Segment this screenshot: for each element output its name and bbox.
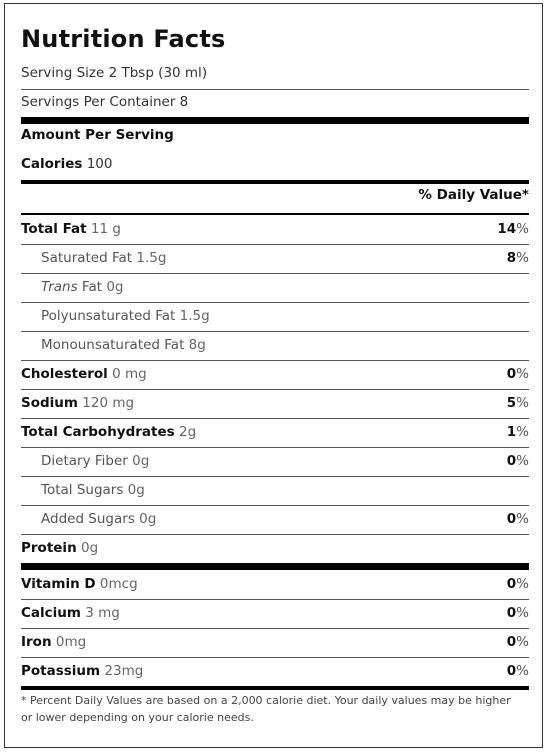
nutrient-row-total-fat: [21, 215, 529, 244]
nutrient-name: Total Sugars: [41, 482, 124, 498]
nutrient-pct: 0: [506, 453, 517, 469]
nutrient-row-dietary-fiber: [21, 447, 529, 476]
vitamin-qty: 0mg: [55, 634, 87, 650]
nutrient-name: Protein: [21, 540, 77, 556]
pct-symbol: %: [516, 605, 529, 621]
pct-symbol: %: [516, 576, 529, 592]
vitamin-name: Calcium: [21, 605, 81, 621]
nutrient-qty: 0g: [139, 511, 157, 527]
pct-symbol: %: [516, 511, 529, 527]
pct-symbol: %: [516, 453, 529, 469]
vitamin-name: Vitamin D: [21, 576, 96, 592]
vitamin-name: Iron: [21, 634, 52, 650]
nutrient-name: Dietary Fiber: [41, 453, 128, 469]
thick-divider: [21, 563, 529, 570]
nutrient-name-italic: Trans: [41, 279, 78, 295]
calories-row: [21, 156, 112, 172]
nutrient-pct: 0: [506, 511, 517, 527]
nutrient-qty: 11 g: [90, 221, 121, 237]
daily-value-header: % Daily Value*: [418, 187, 529, 203]
vitamin-row-calcium: [21, 599, 529, 628]
nutrient-row-total-carbohydrates: [21, 418, 529, 447]
vitamin-qty: 0mcg: [99, 576, 138, 592]
nutrient-qty: 0g: [132, 453, 150, 469]
thick-divider: [21, 117, 529, 124]
nutrient-pct: 8: [506, 250, 517, 266]
vitamin-qty: 23mg: [104, 663, 144, 679]
vitamin-pct: 0: [506, 605, 517, 621]
nutrient-row-added-sugars: [21, 505, 529, 534]
calories-value: 100: [86, 156, 113, 172]
nutrient-name: Total Carbohydrates: [21, 424, 175, 440]
nutrient-qty: 0g: [106, 279, 124, 295]
nutrient-qty: 2g: [178, 424, 197, 440]
nutrient-pct: 1: [506, 424, 517, 440]
nutrient-row-protein: [21, 534, 529, 563]
vitamin-row-vitamin-d: [21, 570, 529, 599]
pct-symbol: %: [516, 663, 529, 679]
nutrient-name: Cholesterol: [21, 366, 108, 382]
nutrient-name: Fat: [81, 279, 103, 295]
pct-symbol: %: [516, 221, 529, 237]
vitamin-row-iron: [21, 628, 529, 657]
vitamin-pct: 0: [506, 634, 517, 650]
serving-size: Serving Size 2 Tbsp (30 ml): [21, 65, 208, 81]
nutrient-pct: 5: [506, 395, 517, 411]
nutrition-facts-label: [4, 3, 543, 748]
pct-symbol: %: [516, 424, 529, 440]
nutrient-name: Monounsaturated Fat: [41, 337, 185, 353]
vitamin-row-potassium: [21, 657, 529, 686]
nutrient-row-cholesterol: [21, 360, 529, 389]
vitamin-pct: 0: [506, 663, 517, 679]
nutrient-qty: 0 mg: [112, 366, 147, 382]
footnote: * Percent Daily Values are based on a 2,000 calorie diet. Your daily values may be higher or lower depending on your calorie needs.: [21, 694, 511, 724]
pct-symbol: %: [516, 250, 529, 266]
servings-per-container: Servings Per Container 8: [21, 94, 189, 110]
nutrient-qty: 8g: [188, 337, 206, 353]
nutrient-qty: 120 mg: [82, 395, 135, 411]
pct-symbol: %: [516, 395, 529, 411]
nutrient-row-monounsaturated-fat: [21, 331, 529, 360]
vitamin-qty: 3 mg: [85, 605, 120, 621]
nutrient-name: Added Sugars: [41, 511, 135, 527]
nutrient-row-polyunsaturated-fat: [21, 302, 529, 331]
vitamin-name: Potassium: [21, 663, 101, 679]
nutrient-pct: 14: [497, 221, 517, 237]
footer-divider: [21, 686, 529, 690]
nutrient-row-trans-fat: [21, 273, 529, 302]
pct-symbol: %: [516, 634, 529, 650]
pct-symbol: %: [516, 366, 529, 382]
nutrient-qty: 0g: [127, 482, 145, 498]
nutrient-row-total-sugars: [21, 476, 529, 505]
nutrient-qty: 1.5g: [136, 250, 167, 266]
nutrient-name: Saturated Fat: [41, 250, 133, 266]
amount-per-serving: Amount Per Serving: [21, 127, 174, 143]
vitamin-pct: 0: [506, 576, 517, 592]
nutrient-name: Total Fat: [21, 221, 87, 237]
nutrient-qty: 1.5g: [179, 308, 210, 324]
medium-divider: [21, 180, 529, 184]
nutrient-qty: 0g: [80, 540, 99, 556]
nutrient-name: Polyunsaturated Fat: [41, 308, 176, 324]
nutrient-row-sodium: [21, 389, 529, 418]
nutrient-pct: 0: [506, 366, 517, 382]
nutrient-row-saturated-fat: [21, 244, 529, 273]
nutrient-name: Sodium: [21, 395, 78, 411]
label-title: Nutrition Facts: [21, 25, 226, 53]
calories-label: Calories: [21, 156, 83, 172]
